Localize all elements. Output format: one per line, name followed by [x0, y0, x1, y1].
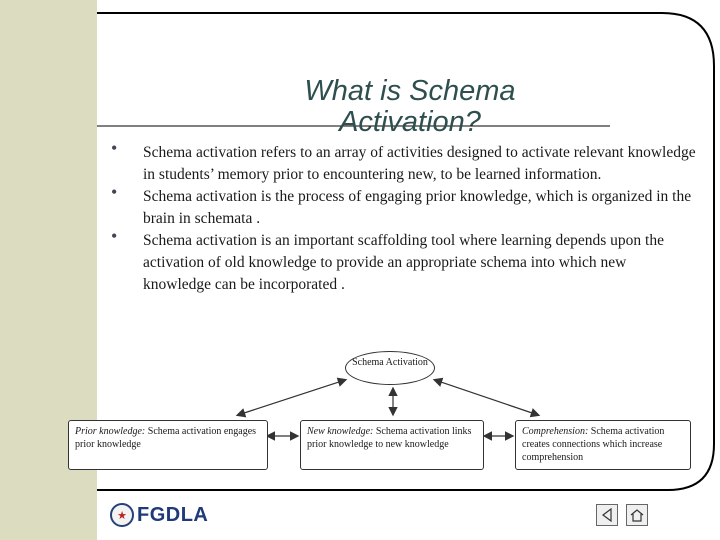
slide-title: What is Schema Activation?: [304, 75, 516, 138]
schema-activation-node: Schema Activation: [345, 351, 435, 385]
bullet-dot-icon: •: [111, 182, 118, 202]
bullet-dot-icon: •: [111, 226, 118, 246]
home-button[interactable]: [626, 504, 648, 526]
new-knowledge-node: New knowledge: Schema activation links prior knowledge to new knowledge: [300, 420, 484, 470]
previous-slide-button[interactable]: [596, 504, 618, 526]
star-seal-icon: ★: [110, 503, 134, 527]
prior-knowledge-node: Prior knowledge: Schema activation engages prior knowledge: [68, 420, 268, 470]
bullet-item: • Schema activation is the process of engaging prior knowledge, which is organized in the brain in schemata .: [111, 182, 692, 227]
home-icon: [629, 508, 645, 522]
bullet-dot-icon: •: [111, 138, 118, 158]
fgdla-logo: [110, 502, 208, 528]
bullet-item: • Schema activation is an important scaffolding tool where learning depends upon the activation of old knowledge to provide an appropriate schema into which new knowledge can be incorporated .: [111, 226, 664, 293]
logo-text: FGDLA: [137, 503, 209, 526]
bullet-item: • Schema activation refers to an array of activities designed to activate relevant knowledge in students’ memory prior to encountering new, to be learned information.: [111, 138, 696, 183]
comprehension-node: Comprehension: Schema activation creates connections which increase comprehension: [515, 420, 691, 470]
previous-icon: [600, 508, 614, 522]
bullet-list: [108, 138, 698, 296]
